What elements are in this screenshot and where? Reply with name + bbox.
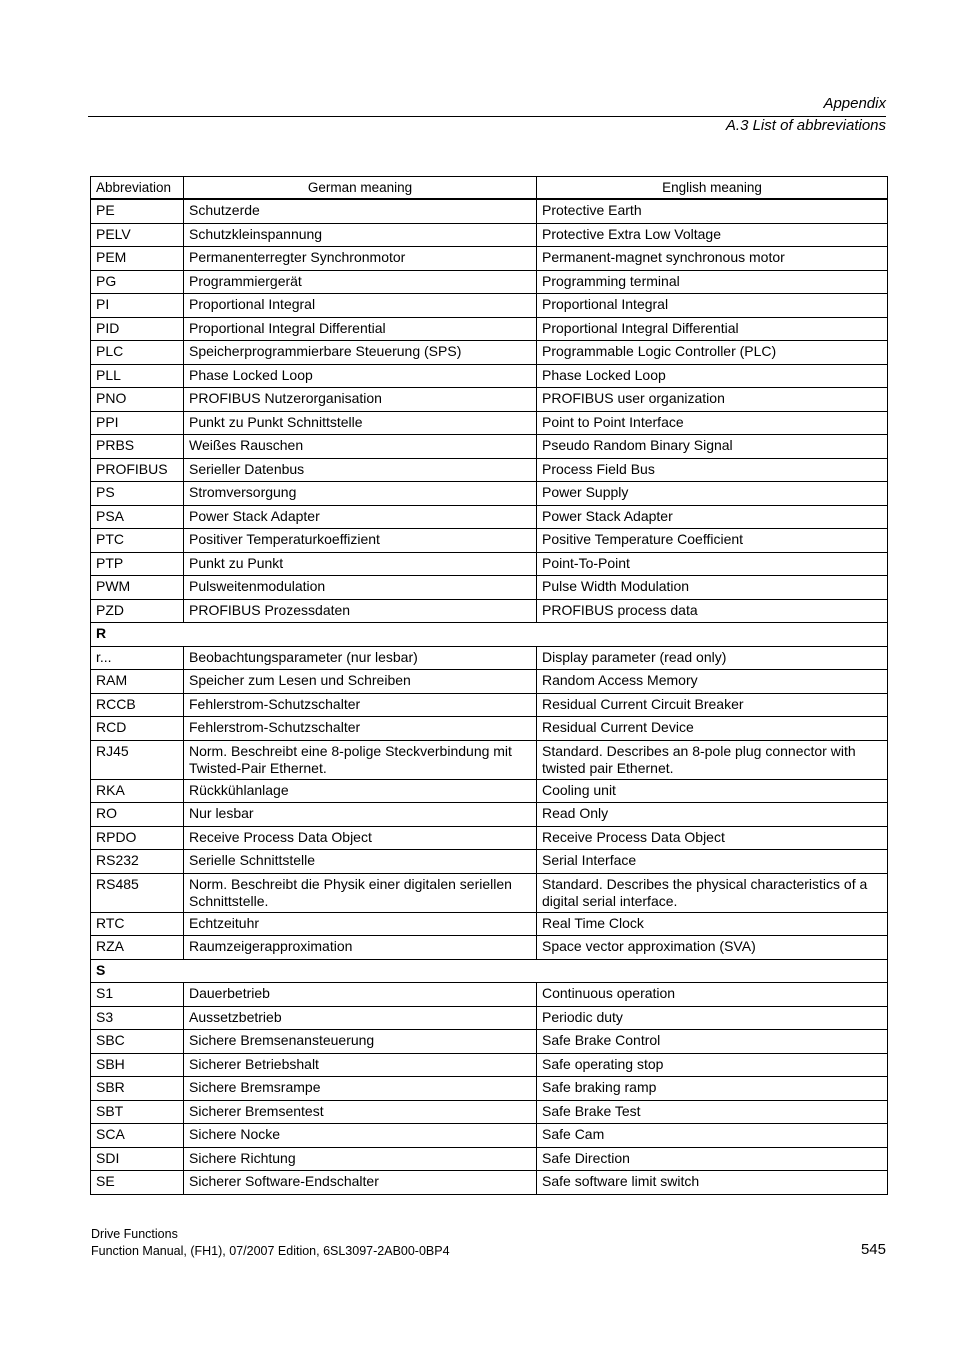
table-row (91, 1147, 888, 1171)
table-row (91, 912, 888, 936)
german-meaning-cell: Programmiergerät (184, 270, 537, 294)
english-meaning-cell: Cooling unit (537, 779, 888, 803)
english-meaning-cell: Protective Extra Low Voltage (537, 223, 888, 247)
abbreviation-cell: PEM (91, 247, 184, 271)
english-meaning-cell: Serial Interface (537, 850, 888, 874)
english-meaning-cell: Space vector approximation (SVA) (537, 936, 888, 960)
english-meaning-cell: Proportional Integral (537, 294, 888, 318)
table-row (91, 599, 888, 623)
german-meaning-cell: Raumzeigerapproximation (184, 936, 537, 960)
abbreviation-cell: SBR (91, 1077, 184, 1101)
table-row (91, 717, 888, 741)
column-header-german: German meaning (184, 177, 537, 200)
abbreviation-cell: RPDO (91, 826, 184, 850)
abbreviation-cell: SBT (91, 1100, 184, 1124)
german-meaning-cell: Punkt zu Punkt (184, 552, 537, 576)
abbreviation-cell: RJ45 (91, 740, 184, 779)
english-meaning-cell: Receive Process Data Object (537, 826, 888, 850)
header-chapter: Appendix (823, 95, 886, 112)
abbreviation-cell: PTP (91, 552, 184, 576)
table-row (91, 458, 888, 482)
english-meaning-cell: Positive Temperature Coefficient (537, 529, 888, 553)
abbreviation-cell: PI (91, 294, 184, 318)
table-row (91, 803, 888, 827)
english-meaning-cell: Programmable Logic Controller (PLC) (537, 341, 888, 365)
table-row (91, 826, 888, 850)
german-meaning-cell: Fehlerstrom-Schutzschalter (184, 693, 537, 717)
german-meaning-cell: Sicherer Software-Endschalter (184, 1171, 537, 1195)
table-body (91, 199, 888, 1194)
table-row (91, 435, 888, 459)
table-row (91, 1100, 888, 1124)
abbreviation-cell: PSA (91, 505, 184, 529)
english-meaning-cell: Protective Earth (537, 199, 888, 223)
german-meaning-cell: Sichere Richtung (184, 1147, 537, 1171)
german-meaning-cell: Weißes Rauschen (184, 435, 537, 459)
english-meaning-cell: Real Time Clock (537, 912, 888, 936)
abbreviation-cell: S3 (91, 1006, 184, 1030)
footer-manual-info: Function Manual, (FH1), 07/2007 Edition, 6SL3097-2AB00-0BP4 (91, 1244, 450, 1258)
english-meaning-cell: PROFIBUS user organization (537, 388, 888, 412)
abbreviation-cell: RCD (91, 717, 184, 741)
table-row (91, 850, 888, 874)
abbreviation-cell: RKA (91, 779, 184, 803)
abbreviation-cell: PE (91, 199, 184, 223)
german-meaning-cell: Schutzkleinspannung (184, 223, 537, 247)
table-row (91, 1077, 888, 1101)
german-meaning-cell: Aussetzbetrieb (184, 1006, 537, 1030)
table-row (91, 779, 888, 803)
english-meaning-cell: Proportional Integral Differential (537, 317, 888, 341)
english-meaning-cell: Process Field Bus (537, 458, 888, 482)
table-row (91, 740, 888, 779)
abbreviation-cell: S1 (91, 983, 184, 1007)
table-row (91, 364, 888, 388)
table-row (91, 576, 888, 600)
abbreviation-cell: PLC (91, 341, 184, 365)
english-meaning-cell: Safe Cam (537, 1124, 888, 1148)
table-row (91, 646, 888, 670)
abbreviation-cell: SCA (91, 1124, 184, 1148)
german-meaning-cell: Norm. Beschreibt die Physik einer digitalen seriellen Schnittstelle. (184, 873, 537, 912)
german-meaning-cell: Serieller Datenbus (184, 458, 537, 482)
abbreviation-cell: PELV (91, 223, 184, 247)
section-row (91, 959, 888, 983)
table-row (91, 529, 888, 553)
english-meaning-cell: Safe operating stop (537, 1053, 888, 1077)
table-row (91, 199, 888, 223)
table-row (91, 505, 888, 529)
german-meaning-cell: Proportional Integral (184, 294, 537, 318)
english-meaning-cell: Safe Direction (537, 1147, 888, 1171)
table-row (91, 670, 888, 694)
abbreviation-cell: RS232 (91, 850, 184, 874)
german-meaning-cell: Speicher zum Lesen und Schreiben (184, 670, 537, 694)
german-meaning-cell: PROFIBUS Prozessdaten (184, 599, 537, 623)
section-letter: R (91, 623, 888, 647)
abbreviation-cell: SDI (91, 1147, 184, 1171)
abbreviation-cell: RS485 (91, 873, 184, 912)
german-meaning-cell: Beobachtungsparameter (nur lesbar) (184, 646, 537, 670)
table-row (91, 1171, 888, 1195)
german-meaning-cell: Stromversorgung (184, 482, 537, 506)
table-row (91, 693, 888, 717)
table-row (91, 317, 888, 341)
abbreviation-cell: PG (91, 270, 184, 294)
abbreviation-cell: SE (91, 1171, 184, 1195)
german-meaning-cell: Proportional Integral Differential (184, 317, 537, 341)
english-meaning-cell: Read Only (537, 803, 888, 827)
german-meaning-cell: Power Stack Adapter (184, 505, 537, 529)
english-meaning-cell: Continuous operation (537, 983, 888, 1007)
english-meaning-cell: Power Stack Adapter (537, 505, 888, 529)
abbreviation-cell: RO (91, 803, 184, 827)
table-row (91, 1124, 888, 1148)
english-meaning-cell: Power Supply (537, 482, 888, 506)
table-row (91, 1006, 888, 1030)
english-meaning-cell: Pseudo Random Binary Signal (537, 435, 888, 459)
abbreviation-cell: RZA (91, 936, 184, 960)
header-section: A.3 List of abbreviations (725, 117, 886, 134)
german-meaning-cell: Echtzeituhr (184, 912, 537, 936)
german-meaning-cell: Sicherer Betriebshalt (184, 1053, 537, 1077)
english-meaning-cell: Safe braking ramp (537, 1077, 888, 1101)
abbreviation-cell: PPI (91, 411, 184, 435)
german-meaning-cell: Rückkühlanlage (184, 779, 537, 803)
german-meaning-cell: Permanenterregter Synchronmotor (184, 247, 537, 271)
german-meaning-cell: Nur lesbar (184, 803, 537, 827)
german-meaning-cell: Receive Process Data Object (184, 826, 537, 850)
german-meaning-cell: Sichere Nocke (184, 1124, 537, 1148)
table-row (91, 270, 888, 294)
german-meaning-cell: Positiver Temperaturkoeffizient (184, 529, 537, 553)
abbreviation-cell: SBC (91, 1030, 184, 1054)
abbreviation-cell: PID (91, 317, 184, 341)
abbreviation-cell: RCCB (91, 693, 184, 717)
german-meaning-cell: Pulsweitenmodulation (184, 576, 537, 600)
english-meaning-cell: Residual Current Device (537, 717, 888, 741)
german-meaning-cell: Speicherprogrammierbare Steuerung (SPS) (184, 341, 537, 365)
german-meaning-cell: Sicherer Bremsentest (184, 1100, 537, 1124)
german-meaning-cell: Phase Locked Loop (184, 364, 537, 388)
section-row (91, 623, 888, 647)
abbreviation-cell: r... (91, 646, 184, 670)
abbreviation-cell: RAM (91, 670, 184, 694)
german-meaning-cell: Sichere Bremsenansteuerung (184, 1030, 537, 1054)
abbreviation-cell: SBH (91, 1053, 184, 1077)
english-meaning-cell: Point-To-Point (537, 552, 888, 576)
abbreviation-cell: PS (91, 482, 184, 506)
abbreviation-cell: PLL (91, 364, 184, 388)
german-meaning-cell: Sichere Bremsrampe (184, 1077, 537, 1101)
english-meaning-cell: Residual Current Circuit Breaker (537, 693, 888, 717)
english-meaning-cell: Display parameter (read only) (537, 646, 888, 670)
german-meaning-cell: PROFIBUS Nutzerorganisation (184, 388, 537, 412)
english-meaning-cell: Standard. Describes the physical characteristics of a digital serial interface. (537, 873, 888, 912)
german-meaning-cell: Schutzerde (184, 199, 537, 223)
english-meaning-cell: Safe Brake Test (537, 1100, 888, 1124)
german-meaning-cell: Fehlerstrom-Schutzschalter (184, 717, 537, 741)
column-header-english: English meaning (537, 177, 888, 200)
german-meaning-cell: Serielle Schnittstelle (184, 850, 537, 874)
english-meaning-cell: Safe software limit switch (537, 1171, 888, 1195)
footer-product: Drive Functions (91, 1227, 178, 1241)
english-meaning-cell: Standard. Describes an 8-pole plug connector with twisted pair Ethernet. (537, 740, 888, 779)
abbreviation-cell: PNO (91, 388, 184, 412)
english-meaning-cell: PROFIBUS process data (537, 599, 888, 623)
table-row (91, 1030, 888, 1054)
english-meaning-cell: Random Access Memory (537, 670, 888, 694)
english-meaning-cell: Permanent-magnet synchronous motor (537, 247, 888, 271)
table-row (91, 247, 888, 271)
abbreviation-cell: PZD (91, 599, 184, 623)
abbreviations-table (90, 176, 888, 1195)
table-row (91, 552, 888, 576)
table-row (91, 983, 888, 1007)
english-meaning-cell: Pulse Width Modulation (537, 576, 888, 600)
table-row (91, 223, 888, 247)
english-meaning-cell: Point to Point Interface (537, 411, 888, 435)
table-row (91, 936, 888, 960)
abbreviation-cell: PROFIBUS (91, 458, 184, 482)
table-row (91, 388, 888, 412)
english-meaning-cell: Safe Brake Control (537, 1030, 888, 1054)
abbreviation-cell: PRBS (91, 435, 184, 459)
table-row (91, 411, 888, 435)
table-row (91, 873, 888, 912)
page-number: 545 (860, 1241, 886, 1258)
german-meaning-cell: Punkt zu Punkt Schnittstelle (184, 411, 537, 435)
column-header-abbreviation: Abbreviation (91, 177, 184, 200)
english-meaning-cell: Phase Locked Loop (537, 364, 888, 388)
table-row (91, 482, 888, 506)
table-row (91, 341, 888, 365)
abbreviation-cell: PWM (91, 576, 184, 600)
abbreviation-cell: RTC (91, 912, 184, 936)
table-header-row (91, 177, 888, 200)
abbreviation-cell: PTC (91, 529, 184, 553)
english-meaning-cell: Periodic duty (537, 1006, 888, 1030)
table-row (91, 1053, 888, 1077)
english-meaning-cell: Programming terminal (537, 270, 888, 294)
table-row (91, 294, 888, 318)
section-letter: S (91, 959, 888, 983)
german-meaning-cell: Norm. Beschreibt eine 8-polige Steckverbindung mit Twisted-Pair Ethernet. (184, 740, 537, 779)
german-meaning-cell: Dauerbetrieb (184, 983, 537, 1007)
